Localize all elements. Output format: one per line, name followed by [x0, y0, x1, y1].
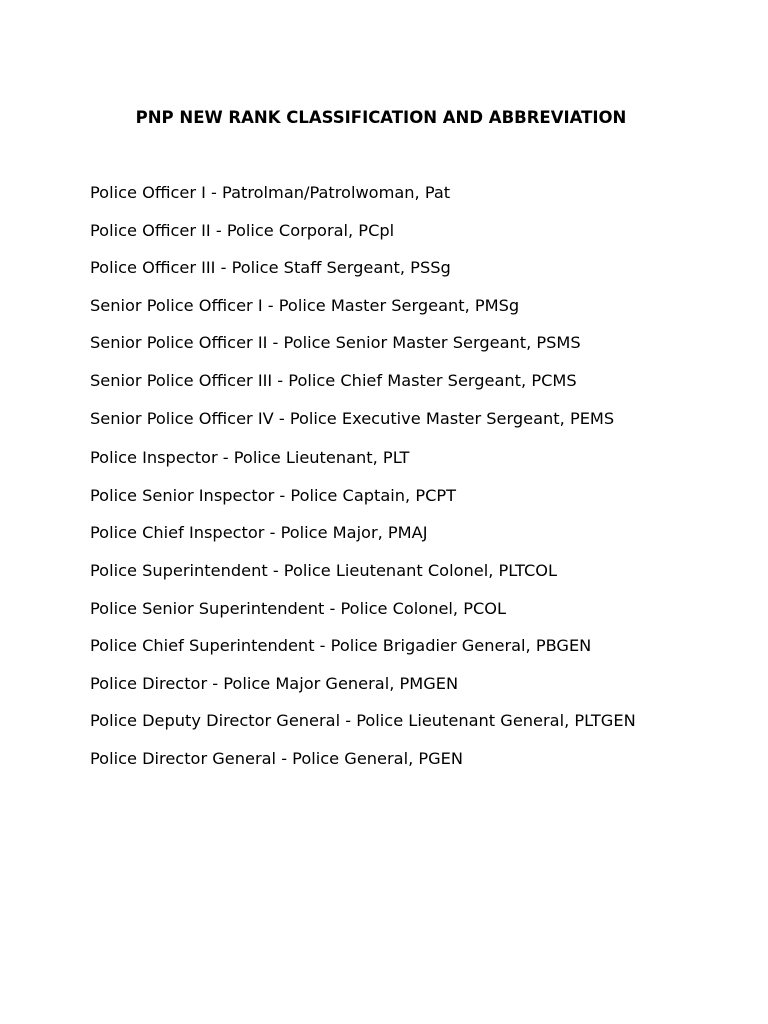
- rank-item: Police Senior Inspector - Police Captain, PCPT: [90, 485, 457, 505]
- rank-item: Police Inspector - Police Lieutenant, PLT: [90, 448, 410, 468]
- rank-item: Police Superintendent - Police Lieutenant Colonel, PLTCOL: [90, 560, 558, 580]
- rank-item: Police Officer II - Police Corporal, PCpl: [90, 220, 395, 240]
- rank-item: Police Officer III - Police Staff Sergeant, PSSg: [90, 258, 451, 278]
- rank-item: Police Deputy Director General - Police Lieutenant General, PLTGEN: [90, 711, 636, 731]
- rank-item: Senior Police Officer I - Police Master Sergeant, PMSg: [90, 295, 520, 315]
- rank-item: Police Director General - Police General, PGEN: [90, 748, 463, 768]
- rank-item: Senior Police Officer IV - Police Executive Master Sergeant, PEMS: [90, 408, 615, 428]
- document-title: PNP NEW RANK CLASSIFICATION AND ABBREVIATION: [135, 108, 627, 127]
- rank-item: Senior Police Officer II - Police Senior Master Sergeant, PSMS: [90, 333, 581, 353]
- rank-item: Police Chief Inspector - Police Major, PMAJ: [90, 523, 428, 543]
- rank-item: Police Officer I - Patrolman/Patrolwoman, Pat: [90, 183, 451, 202]
- rank-item: Police Chief Superintendent - Police Brigadier General, PBGEN: [90, 636, 592, 656]
- rank-list: [90, 181, 636, 785]
- rank-item: Police Senior Superintendent - Police Colonel, PCOL: [90, 598, 507, 618]
- rank-item: Police Director - Police Major General, PMGEN: [90, 673, 459, 693]
- rank-item: Senior Police Officer III - Police Chief Master Sergeant, PCMS: [90, 370, 577, 390]
